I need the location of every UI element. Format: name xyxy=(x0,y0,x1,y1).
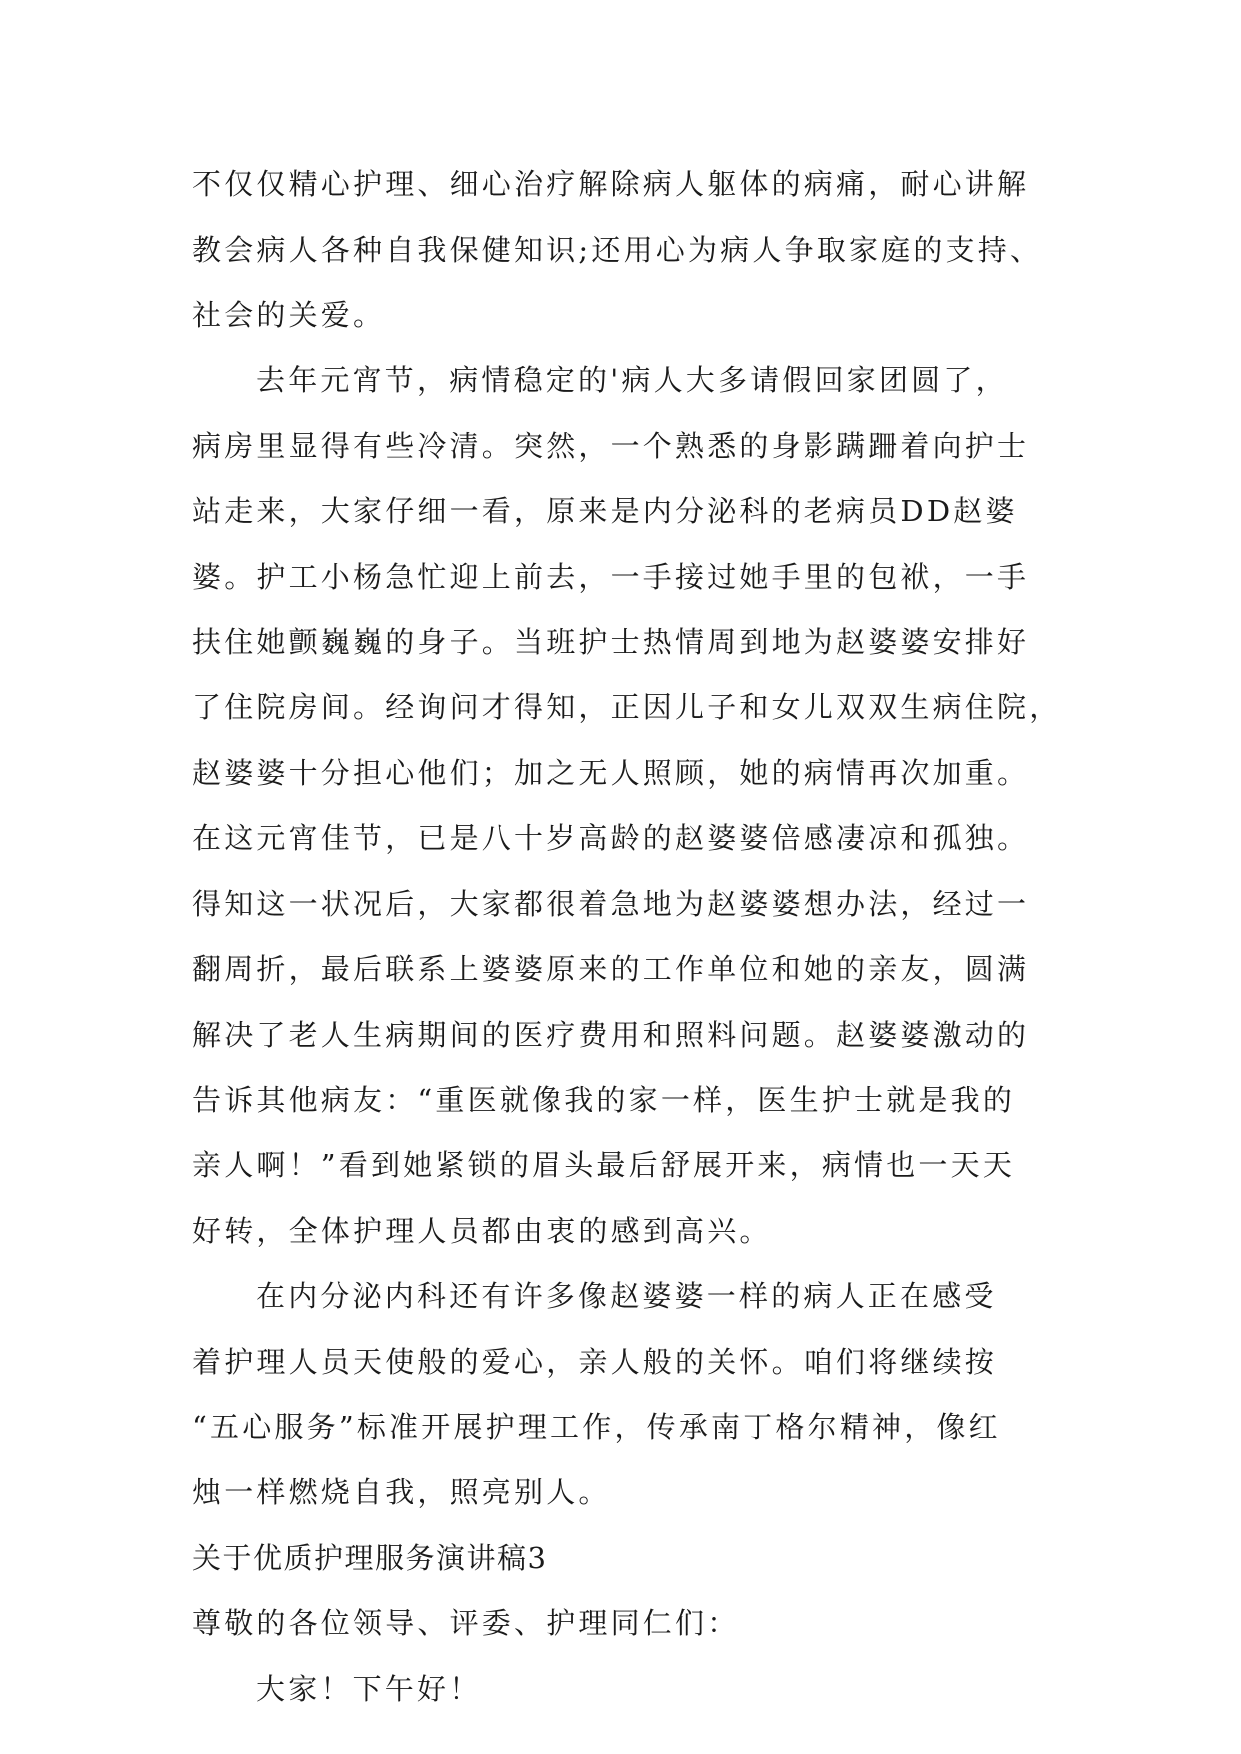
paragraph-line: 烛一样燃烧自我，照亮别人。 xyxy=(192,1475,611,1509)
paragraph-line: 不仅仅精心护理、细心治疗解除病人躯体的病痛，耐心讲解 xyxy=(192,167,1030,201)
paragraph-line: 在这元宵佳节，已是八十岁高龄的赵婆婆倍感凄凉和孤独。 xyxy=(192,821,1030,855)
paragraph-line: 病房里显得有些冷清。突然，一个熟悉的身影蹒跚着向护士 xyxy=(192,429,1030,463)
paragraph-line: 解决了老人生病期间的医疗费用和照料问题。赵婆婆激动的 xyxy=(192,1018,1030,1052)
paragraph-line: 告诉其他病友：“重医就像我的家一样，医生护士就是我的 xyxy=(192,1083,1016,1117)
paragraph-line: 在内分泌内科还有许多像赵婆婆一样的病人正在感受 xyxy=(256,1279,997,1313)
paragraph-line: 了住院房间。经询问才得知，正因儿子和女儿双双生病住院， xyxy=(192,690,1062,724)
paragraph-line: 好转，全体护理人员都由衷的感到高兴。 xyxy=(192,1214,772,1248)
paragraph-line: 着护理人员天使般的爱心，亲人般的关怀。咱们将继续按 xyxy=(192,1345,998,1379)
paragraph-line: 教会病人各种自我保健知识;还用心为病人争取家庭的支持、 xyxy=(192,233,1043,267)
paragraph-line: 赵婆婆十分担心他们；加之无人照顾，她的病情再次加重。 xyxy=(192,756,1030,790)
salutation-line: 尊敬的各位领导、评委、护理同仁们： xyxy=(192,1606,740,1640)
paragraph-line: 婆。护工小杨急忙迎上前去，一手接过她手里的包袱，一手 xyxy=(192,560,1030,594)
section-heading: 关于优质护理服务演讲稿3 xyxy=(192,1541,548,1575)
paragraph-line: 去年元宵节，病情稳定的'病人大多请假回家团圆了， xyxy=(256,363,1008,397)
paragraph-line: 翻周折，最后联系上婆婆原来的工作单位和她的亲友，圆满 xyxy=(192,952,1030,986)
greeting-line: 大家！下午好！ xyxy=(256,1672,482,1706)
paragraph-line: 得知这一状况后，大家都很着急地为赵婆婆想办法，经过一 xyxy=(192,887,1030,921)
paragraph-line: 扶住她颤巍巍的身子。当班护士热情周到地为赵婆婆安排好 xyxy=(192,625,1030,659)
paragraph-line: “五心服务”标准开展护理工作，传承南丁格尔精神，像红 xyxy=(192,1410,1001,1444)
paragraph-line: 亲人啊！”看到她紧锁的眉头最后舒展开来，病情也一天天 xyxy=(192,1148,1016,1182)
paragraph-line: 社会的关爱。 xyxy=(192,298,386,332)
paragraph-line: 站走来，大家仔细一看，原来是内分泌科的老病员DD赵婆 xyxy=(192,494,1018,528)
